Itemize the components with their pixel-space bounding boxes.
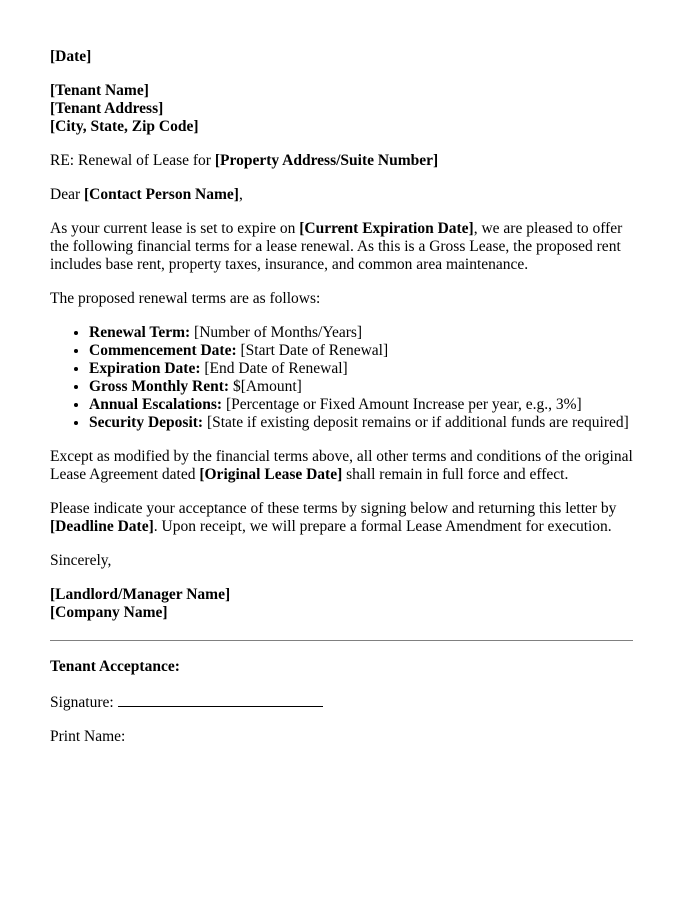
closing-line: Sincerely,: [50, 552, 112, 569]
intro-placeholder: [Current Expiration Date]: [299, 220, 474, 237]
terms-list: [50, 324, 633, 432]
recipient-name: [Tenant Name]: [50, 82, 149, 99]
term-item-commencement-date: [89, 342, 633, 360]
intro-before: As your current lease is set to expire on: [50, 220, 300, 237]
signature-blank-line[interactable]: [118, 692, 323, 707]
acceptance-before: Please indicate your acceptance of these terms by signing below and returning this letter by: [50, 500, 617, 517]
re-line-placeholder: [Property Address/Suite Number]: [214, 152, 439, 169]
term-label: Security Deposit:: [89, 414, 204, 431]
term-label: Gross Monthly Rent:: [89, 378, 230, 395]
term-item-gross-monthly-rent: [89, 378, 633, 396]
signature-line-row: [50, 692, 633, 712]
term-value: [End Date of Renewal]: [200, 360, 348, 377]
re-line: [50, 152, 633, 170]
term-value: [Start Date of Renewal]: [236, 342, 389, 359]
section-divider: [50, 640, 633, 641]
recipient-address: [Tenant Address]: [50, 100, 164, 117]
print-name-label: Print Name:: [50, 728, 126, 745]
term-label: Annual Escalations:: [89, 396, 223, 413]
term-label: Expiration Date:: [89, 360, 201, 377]
modification-paragraph: [50, 448, 633, 484]
salutation-placeholder: [Contact Person Name]: [84, 186, 239, 203]
salutation-suffix: ,: [238, 186, 243, 203]
acceptance-placeholder: [Deadline Date]: [50, 518, 154, 535]
intro-paragraph: [50, 220, 633, 274]
term-value: $[Amount]: [229, 378, 302, 395]
term-label: Commencement Date:: [89, 342, 237, 359]
landlord-name: [Landlord/Manager Name]: [50, 586, 231, 603]
term-item-security-deposit: [89, 414, 633, 432]
salutation-line: [50, 186, 633, 204]
term-item-annual-escalations: [89, 396, 633, 414]
term-value: [Number of Months/Years]: [190, 324, 363, 341]
signature-block: [50, 586, 633, 622]
term-value: [State if existing deposit remains or if additional funds are required]: [203, 414, 629, 431]
recipient-city-state-zip: [City, State, Zip Code]: [50, 118, 199, 135]
date-line: [Date]: [50, 48, 92, 65]
print-name-row: [50, 728, 633, 746]
modification-placeholder: [Original Lease Date]: [199, 466, 343, 483]
signature-label: Signature:: [50, 694, 114, 711]
term-label: Renewal Term:: [89, 324, 191, 341]
terms-intro: The proposed renewal terms are as follows:: [50, 290, 321, 307]
salutation-prefix: Dear: [50, 186, 84, 203]
modification-before: Except as modified by the financial terms above, all other terms and conditions of the original Lease Agreement dated: [50, 448, 633, 483]
modification-after: shall remain in full force and effect.: [342, 466, 569, 483]
acceptance-after: . Upon receipt, we will prepare a formal Lease Amendment for execution.: [153, 518, 612, 535]
acceptance-request-paragraph: [50, 500, 633, 536]
term-item-renewal-term: [89, 324, 633, 342]
tenant-acceptance-heading: Tenant Acceptance:: [50, 658, 180, 675]
term-item-expiration-date: [89, 360, 633, 378]
re-line-prefix: RE: Renewal of Lease for: [50, 152, 215, 169]
company-name: [Company Name]: [50, 604, 168, 621]
recipient-block: [50, 82, 633, 136]
term-value: [Percentage or Fixed Amount Increase per year, e.g., 3%]: [222, 396, 582, 413]
intro-after: , we are pleased to offer the following financial terms for a lease renewal. As this is a Gross Lease, the proposed rent includes base rent, property taxes, insurance, and common area maintenance.: [50, 220, 623, 273]
